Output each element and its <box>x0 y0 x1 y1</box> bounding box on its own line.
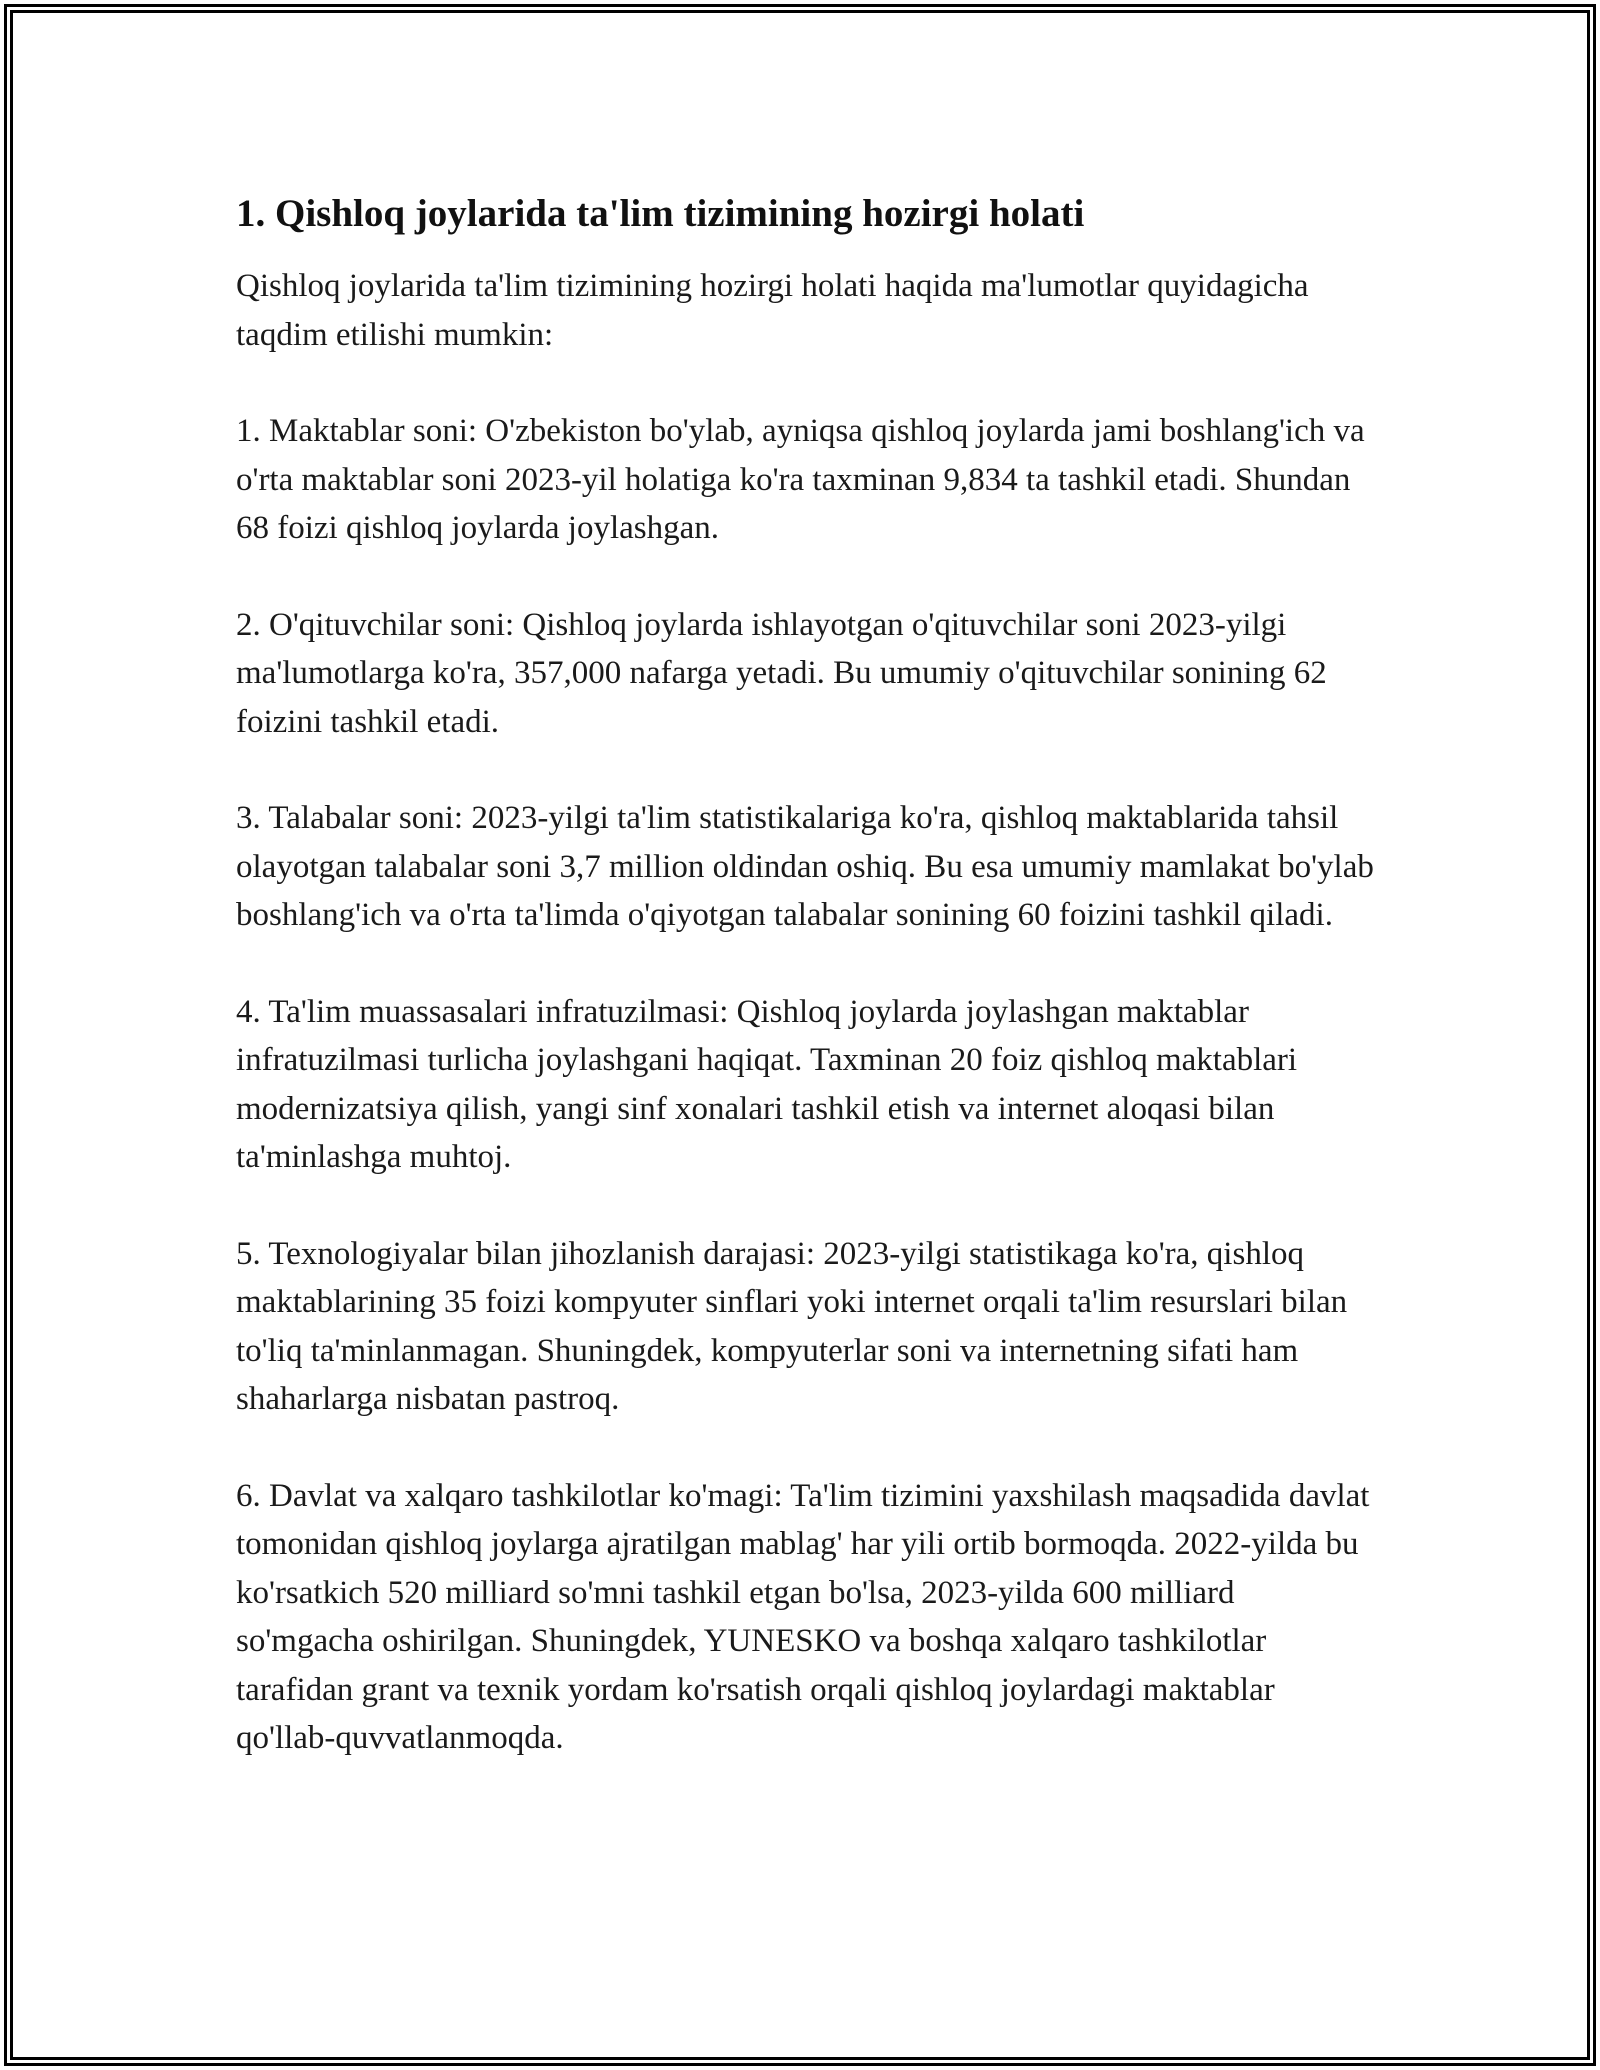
list-item-schools: 1. Maktablar soni: O'zbekiston bo'ylab, ayniqsa qishloq joylarda jami boshlang'ich va o'rta maktablar soni 2023-yil holatiga ko'ra taxminan 9,834 ta tashkil etadi. Shundan 68 foizi qishloq joylarda joylashgan. <box>236 413 1365 546</box>
section-heading: 1. Qishloq joylarida ta'lim tizimining hozirgi holati <box>236 192 1085 235</box>
list-item-infrastructure: 4. Ta'lim muassasalari infratuzilmasi: Qishloq joylarda joylashgan maktablar infratuzilmasi turlicha joylashgani haqiqat. Taxminan 20 foiz qishloq maktablari modernizatsiya qilish, yangi sinf xonalari tashkil etish va internet aloqasi bilan ta'minlashga muhtoj. <box>236 993 1298 1175</box>
list-item-students: 3. Talabalar soni: 2023-yilgi ta'lim statistikalariga ko'ra, qishloq maktablarida tahsil olayotgan talabalar soni 3,7 million oldindan oshiq. Bu esa umumiy mamlakat bo'ylab boshlang'ich va o'rta ta'limda o'qiyotgan talabalar sonining 60 foizini tashkil qiladi. <box>236 800 1374 933</box>
list-item-technology: 5. Texnologiyalar bilan jihozlanish darajasi: 2023-yilgi statistikaga ko'ra, qishloq maktablarining 35 foizi kompyuter sinflari yoki internet orqali ta'lim resurslari bilan to'liq ta'minlanmagan. Shuningdek, kompyuterlar soni va internetning sifati ham shaharlarga nisbatan pastroq. <box>236 1235 1348 1417</box>
intro-paragraph: Qishloq joylarida ta'lim tizimining hozirgi holati haqida ma'lumotlar quyidagicha taqdim etilishi mumkin: <box>236 268 1309 353</box>
list-item-teachers: 2. O'qituvchilar soni: Qishloq joylarda ishlayotgan o'qituvchilar soni 2023-yilgi ma'lumotlarga ko'ra, 357,000 nafarga yetadi. Bu umumiy o'qituvchilar sonining 62 foizini tashkil etadi. <box>236 606 1327 740</box>
list-item-support: 6. Davlat va xalqaro tashkilotlar ko'magi: Ta'lim tizimini yaxshilash maqsadida davlat tomonidan qishloq joylarga ajratilgan mablag' har yili ortib bormoqda. 2022-yilda bu ko'rsatkich 520 milliard so'mni tashkil etgan bo'lsa, 2023-yilda 600 milliard so'mgacha oshirilgan. Shuningdek, YUNESKO va boshqa xalqaro tashkilotlar tarafidan grant va texnik yordam ko'rsatish orqali qishloq joylardagi maktablar qo'llab-quvvatlanmoqda. <box>236 1477 1370 1756</box>
document-body <box>236 188 1376 1811</box>
